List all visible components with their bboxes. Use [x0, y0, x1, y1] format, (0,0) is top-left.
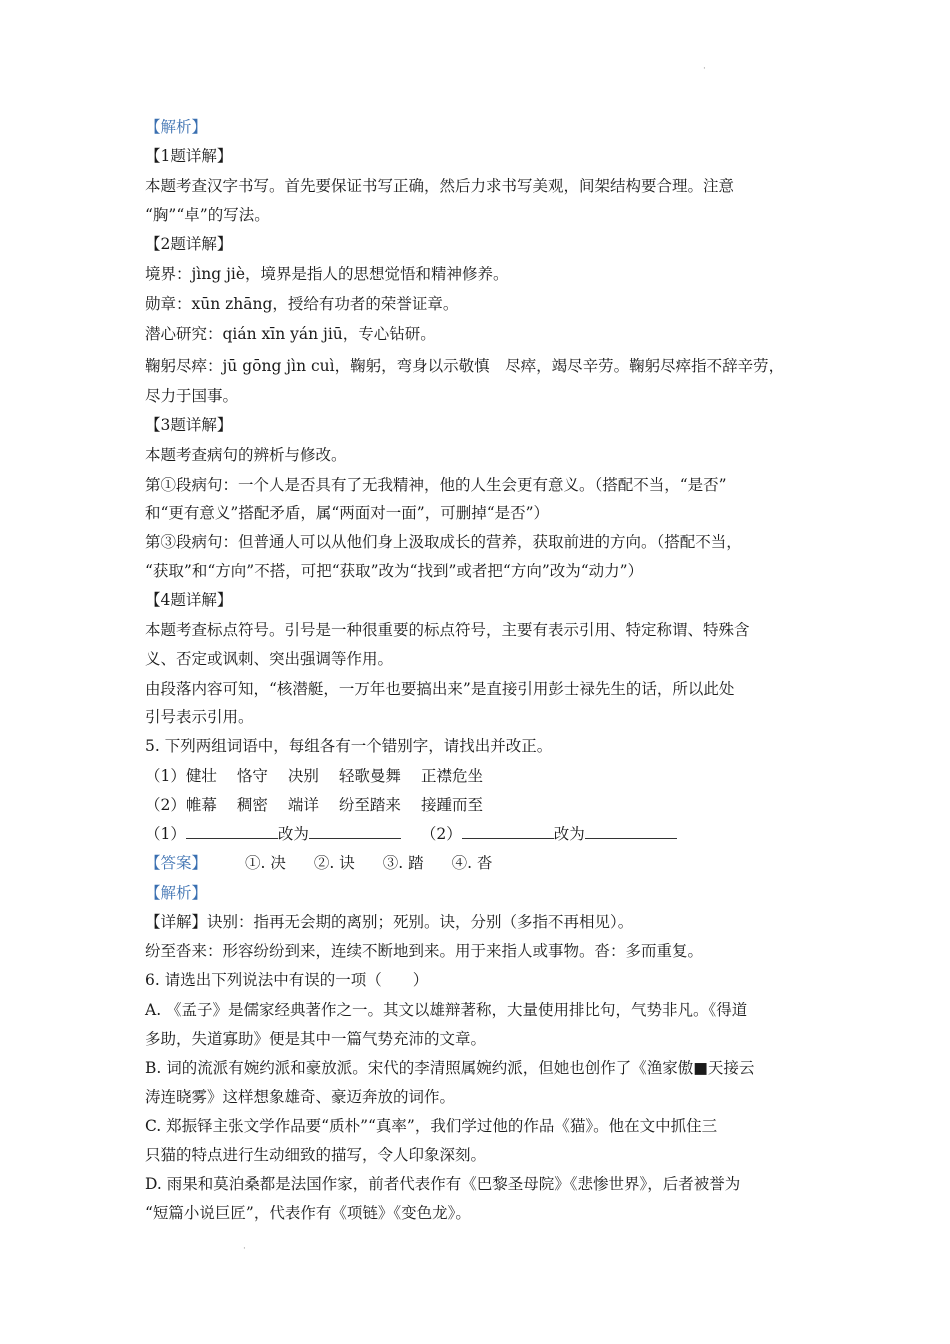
answer-item: ③. 踏 — [382, 854, 424, 872]
word: 健壮 — [185, 767, 217, 785]
q6-option-c-cont: 只猫的特点进行生动细致的描写，令人印象深刻。 — [145, 1146, 487, 1164]
q5-jiexi-heading: 【解析】 — [145, 884, 208, 902]
word: 稠密 — [236, 796, 268, 814]
q6-option-a: A. 《孟子》是儒家经典著作之一。其文以雄辩著称，大量使用排比句，气势非凡。《得道 — [145, 1001, 748, 1019]
q6-option-d: D. 雨果和莫泊桑都是法国作家，前者代表作有《巴黎圣母院》《悲惨世界》，后者被誉为 — [145, 1175, 741, 1193]
fill-label: （1） — [145, 825, 186, 843]
q4-text: 由段落内容可知，“核潜艇，一万年也要搞出来”是直接引用彭士禄先生的话，所以此处 — [145, 680, 735, 698]
group-label: （2） — [145, 796, 186, 814]
answer-item: ①. 决 — [245, 854, 286, 872]
q5-detail-text: 纷至沓来：形容纷纷到来，连续不断地到来。用于来指人或事物。沓：多而重复。 — [145, 942, 704, 960]
footer-mark: · — [243, 1244, 246, 1254]
word: 纷至踏来 — [338, 796, 401, 814]
fill-mid: 改为 — [553, 825, 585, 843]
q6-option-a-cont: 多助，失道寡助》便是其中一篇气势充沛的文章。 — [145, 1030, 487, 1048]
word: 接踵而至 — [420, 796, 483, 814]
word: 端详 — [287, 796, 319, 814]
word: 帷幕 — [185, 796, 217, 814]
answer-item: ②. 诀 — [313, 854, 355, 872]
word: 恪守 — [236, 767, 268, 785]
q1-text: 本题考查汉字书写。首先要保证书写正确，然后力求书写美观，间架结构要合理。注意 — [145, 177, 735, 195]
q3-text: 本题考查病句的辨析与修改。 — [145, 446, 347, 464]
q2-text: 境界：jìng jiè，境界是指人的思想觉悟和精神修养。 — [145, 265, 509, 283]
header-mark: · — [703, 64, 706, 74]
q5-group2 — [145, 795, 483, 815]
fill-mid: 改为 — [277, 825, 309, 843]
q6-option-b: B. 词的流派有婉约派和豪放派。宋代的李清照属婉约派，但她也创作了《渔家傲■天接云 — [145, 1059, 755, 1077]
answer-blank[interactable] — [186, 824, 278, 839]
answer-blank[interactable] — [309, 824, 401, 839]
answer-blank[interactable] — [585, 824, 677, 839]
q6-option-b-cont: 涛连晓雾》这样想象雄奇、豪迈奔放的词作。 — [145, 1088, 456, 1106]
q5-group1 — [145, 766, 483, 786]
word: 决别 — [287, 767, 319, 785]
q2-text: 尽力于国事。 — [145, 387, 239, 405]
q2-text: 勋章：xūn zhāng，授给有功者的荣誉证章。 — [145, 295, 459, 313]
jiexi-heading: 【解析】 — [145, 118, 208, 136]
q4-text: 引号表示引用。 — [145, 708, 254, 726]
q4-text: 义、否定或讽刺、突出强调等作用。 — [145, 650, 394, 668]
word: 轻歌曼舞 — [338, 767, 401, 785]
q5-answer-line — [145, 853, 492, 873]
word: 正襟危坐 — [420, 767, 483, 785]
q1-detail-heading: 【1题详解】 — [145, 147, 233, 165]
answer-label: 【答案】 — [145, 854, 208, 872]
q4-text: 本题考查标点符号。引号是一种很重要的标点符号，主要有表示引用、特定称谓、特殊含 — [145, 621, 750, 639]
q6-stem: 6. 请选出下列说法中有误的一项（ ） — [145, 971, 429, 989]
q5-detail-text: 【详解】诀别：指再无会期的离别；死别。诀，分别（多指不再相见）。 — [145, 913, 634, 931]
q1-text: “胸”“卓”的写法。 — [145, 206, 270, 224]
answer-blank[interactable] — [462, 824, 554, 839]
q3-text: “获取”和“方向”不搭，可把“获取”改为“找到”或者把“方向”改为“动力”） — [145, 562, 644, 580]
answer-item: ④. 沓 — [451, 854, 493, 872]
q2-detail-heading: 【2题详解】 — [145, 235, 233, 253]
q5-fill-line — [145, 824, 677, 844]
q5-stem: 5. 下列两组词语中，每组各有一个错别字，请找出并改正。 — [145, 737, 553, 755]
q2-text: 鞠躬尽瘁：jū gōng jìn cuì，鞠躬，弯身以示敬慎 尽瘁，竭尽辛劳。鞠躬尽瘁指不辞辛劳， — [145, 357, 785, 375]
q6-option-c: C. 郑振铎主张文学作品要“质朴”“真率”，我们学过他的作品《猫》。他在文中抓住三 — [145, 1117, 718, 1135]
q3-text: 第③段病句：但普通人可以从他们身上汲取成长的营养，获取前进的方向。（搭配不当， — [145, 533, 742, 551]
q2-text: 潜心研究：qián xīn yán jiū，专心钻研。 — [145, 325, 436, 343]
group-label: （1） — [145, 767, 186, 785]
q3-text: 第①段病句：一个人是否具有了无我精神，他的人生会更有意义。（搭配不当，“是否” — [145, 476, 727, 494]
fill-label: （2） — [420, 825, 462, 843]
q4-detail-heading: 【4题详解】 — [145, 591, 233, 609]
q3-detail-heading: 【3题详解】 — [145, 416, 233, 434]
q3-text: 和“更有意义”搭配矛盾，属“两面对一面”，可删掉“是否”） — [145, 504, 550, 522]
q6-option-d-cont: “短篇小说巨匠”，代表作有《项链》《变色龙》。 — [145, 1204, 471, 1222]
